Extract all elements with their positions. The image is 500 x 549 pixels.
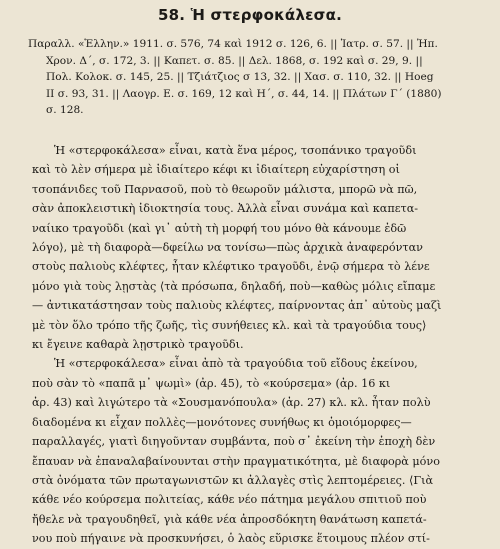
- text-line: ναίικο τραγοῦδι ⟨καὶ γι᾽ αὐτὴ τὴ μορφή του μόνο θὰ κάνουμε ἐδῶ: [32, 221, 407, 235]
- reference-line: Χρον. Δ΄, σ. 172, 3. || Καπετ. σ. 85. || Δελ. 1868, σ. 192 καὶ σ. 29, 9. ||: [46, 54, 423, 67]
- text-line: ἤθελε νὰ τραγουδηθεῖ, γιὰ κάθε νέα ἀπροσδόκητη θανάτωση καπετά-: [32, 512, 427, 526]
- paragraph: [32, 141, 476, 354]
- text-line: ἔπαυαν νὰ ἐπαναλαβαίνουνται στὴν πραγματικότητα, μὲ διαφορὰ μόνο: [32, 454, 440, 468]
- text-line: μόνο γιὰ τοὺς λῃστὰς ⟨τὰ πρόσωπα, δηλαδή, ποὺ—καθὼς μόλις εἴπαμε: [32, 279, 436, 293]
- text-line: τσοπάνιδες τοῦ Παρνασοῦ, ποὺ τὸ θεωροῦν μάλιστα, μπορῶ νὰ πῶ,: [32, 182, 418, 196]
- reference-line: Παραλλ. «Ἑλλην.» 1911. σ. 576, 74 καὶ 1912 σ. 126, 6. || Ἰατρ. σ. 57. || Ἠπ.: [28, 38, 438, 50]
- text-line: Ἡ «στερφοκάλεσα» εἶναι, κατὰ ἕνα μέρος, τσοπάνικο τραγοῦδι: [54, 144, 417, 157]
- text-line: Ἡ «στερφοκάλεσα» εἶναι ἀπὸ τὰ τραγούδια τοῦ εἴδους ἐκείνου,: [54, 357, 418, 371]
- text-line: καὶ τὸ λὲν σήμερα μὲ ἰδιαίτερο κέφι κι ἰδιαίτερη εὐχαρίστηση οἱ: [32, 163, 400, 177]
- reference-line: Πολ. Κολοκ. σ. 145, 25. || Τζιάτζιος σ 13, 32. || Χασ. σ. 110, 32. || Hoeg: [46, 71, 434, 84]
- text-line: ποὺ σὰν τὸ «παπᾶ μ᾽ ψωμὶ» (ἀρ. 45), τὸ «κούρσεμα» (ἀρ. 16 κι: [32, 376, 391, 390]
- text-line: διαδομένα κι εἶχαν πολλὲς—μονότονες συνήθως κι ὁμοιόμορφες—: [32, 415, 412, 429]
- reference-line: σ. 128.: [46, 104, 84, 117]
- text-line: σὰν ἀποκλειστικὴ ἰδιοκτησία τους. Ἀλλὰ εἶναι συνάμα καὶ καπετα-: [32, 202, 419, 216]
- text-line: μὲ τὸν ὅλο τρόπο τῆς ζωῆς, τὶς συνήθειες κλ. καὶ τὰ τραγούδια τους⟩: [32, 318, 427, 332]
- text-line: νου ποὺ πήγαινε νὰ προσκυνήσει, ὁ λαὸς εὕρισκε ἕτοιμους πλέον στί-: [32, 532, 430, 546]
- text-line: στὰ ὀνόματα τῶν πρωταγωνιστῶν κι ἀλλαγὲς στὶς λεπτομέρειες. ⟨Γιὰ: [32, 473, 434, 487]
- paragraph: [32, 354, 476, 548]
- text-line: κάθε νέο κούρσεμα πολιτείας, κάθε νέο πάτημα μεγάλου σπιτιοῦ ποὺ: [32, 493, 427, 507]
- references-block: [28, 36, 474, 119]
- text-line: στοὺς παλιοὺς κλέφτες, ἦταν κλέφτικο τραγοῦδι, ἐνῷ σήμερα τὸ λένε: [32, 260, 430, 274]
- section-title: 58. Ἡ στερφοκάλεσα.: [158, 6, 342, 24]
- text-line: παραλλαγές, γιατὶ διηγοῦνταν συμβάντα, ποὺ σ᾽ ἐκείνη τὴν ἐποχὴ δὲν: [32, 435, 436, 449]
- text-line: λόγο⟩, μὲ τὴ διαφορὰ—δφείλω να τονίσω—πὼς ἀρχικὰ ἀναφερόνταν: [32, 241, 423, 255]
- text-line: ἀρ. 43) καὶ λιγώτερο τὰ «Σουσμανόπουλα» (ἀρ. 27) κλ. κλ. ἦταν πολὺ: [32, 396, 431, 410]
- reference-line: II σ. 93, 31. || Λαογρ. Ε. σ. 169, 12 καὶ Η΄, σ. 44, 14. || Πλάτων Γ΄ (1880): [46, 87, 442, 100]
- body-text: [32, 141, 476, 549]
- text-line: κι ἔγεινε καθαρὰ λῃστρικὸ τραγοῦδι.: [32, 338, 244, 352]
- text-line: — ἀντικατάστησαν τοὺς παλιοὺς κλέφτες, παίρνοντας ἀπ᾽ αὐτοὺς μαζὶ: [32, 299, 442, 313]
